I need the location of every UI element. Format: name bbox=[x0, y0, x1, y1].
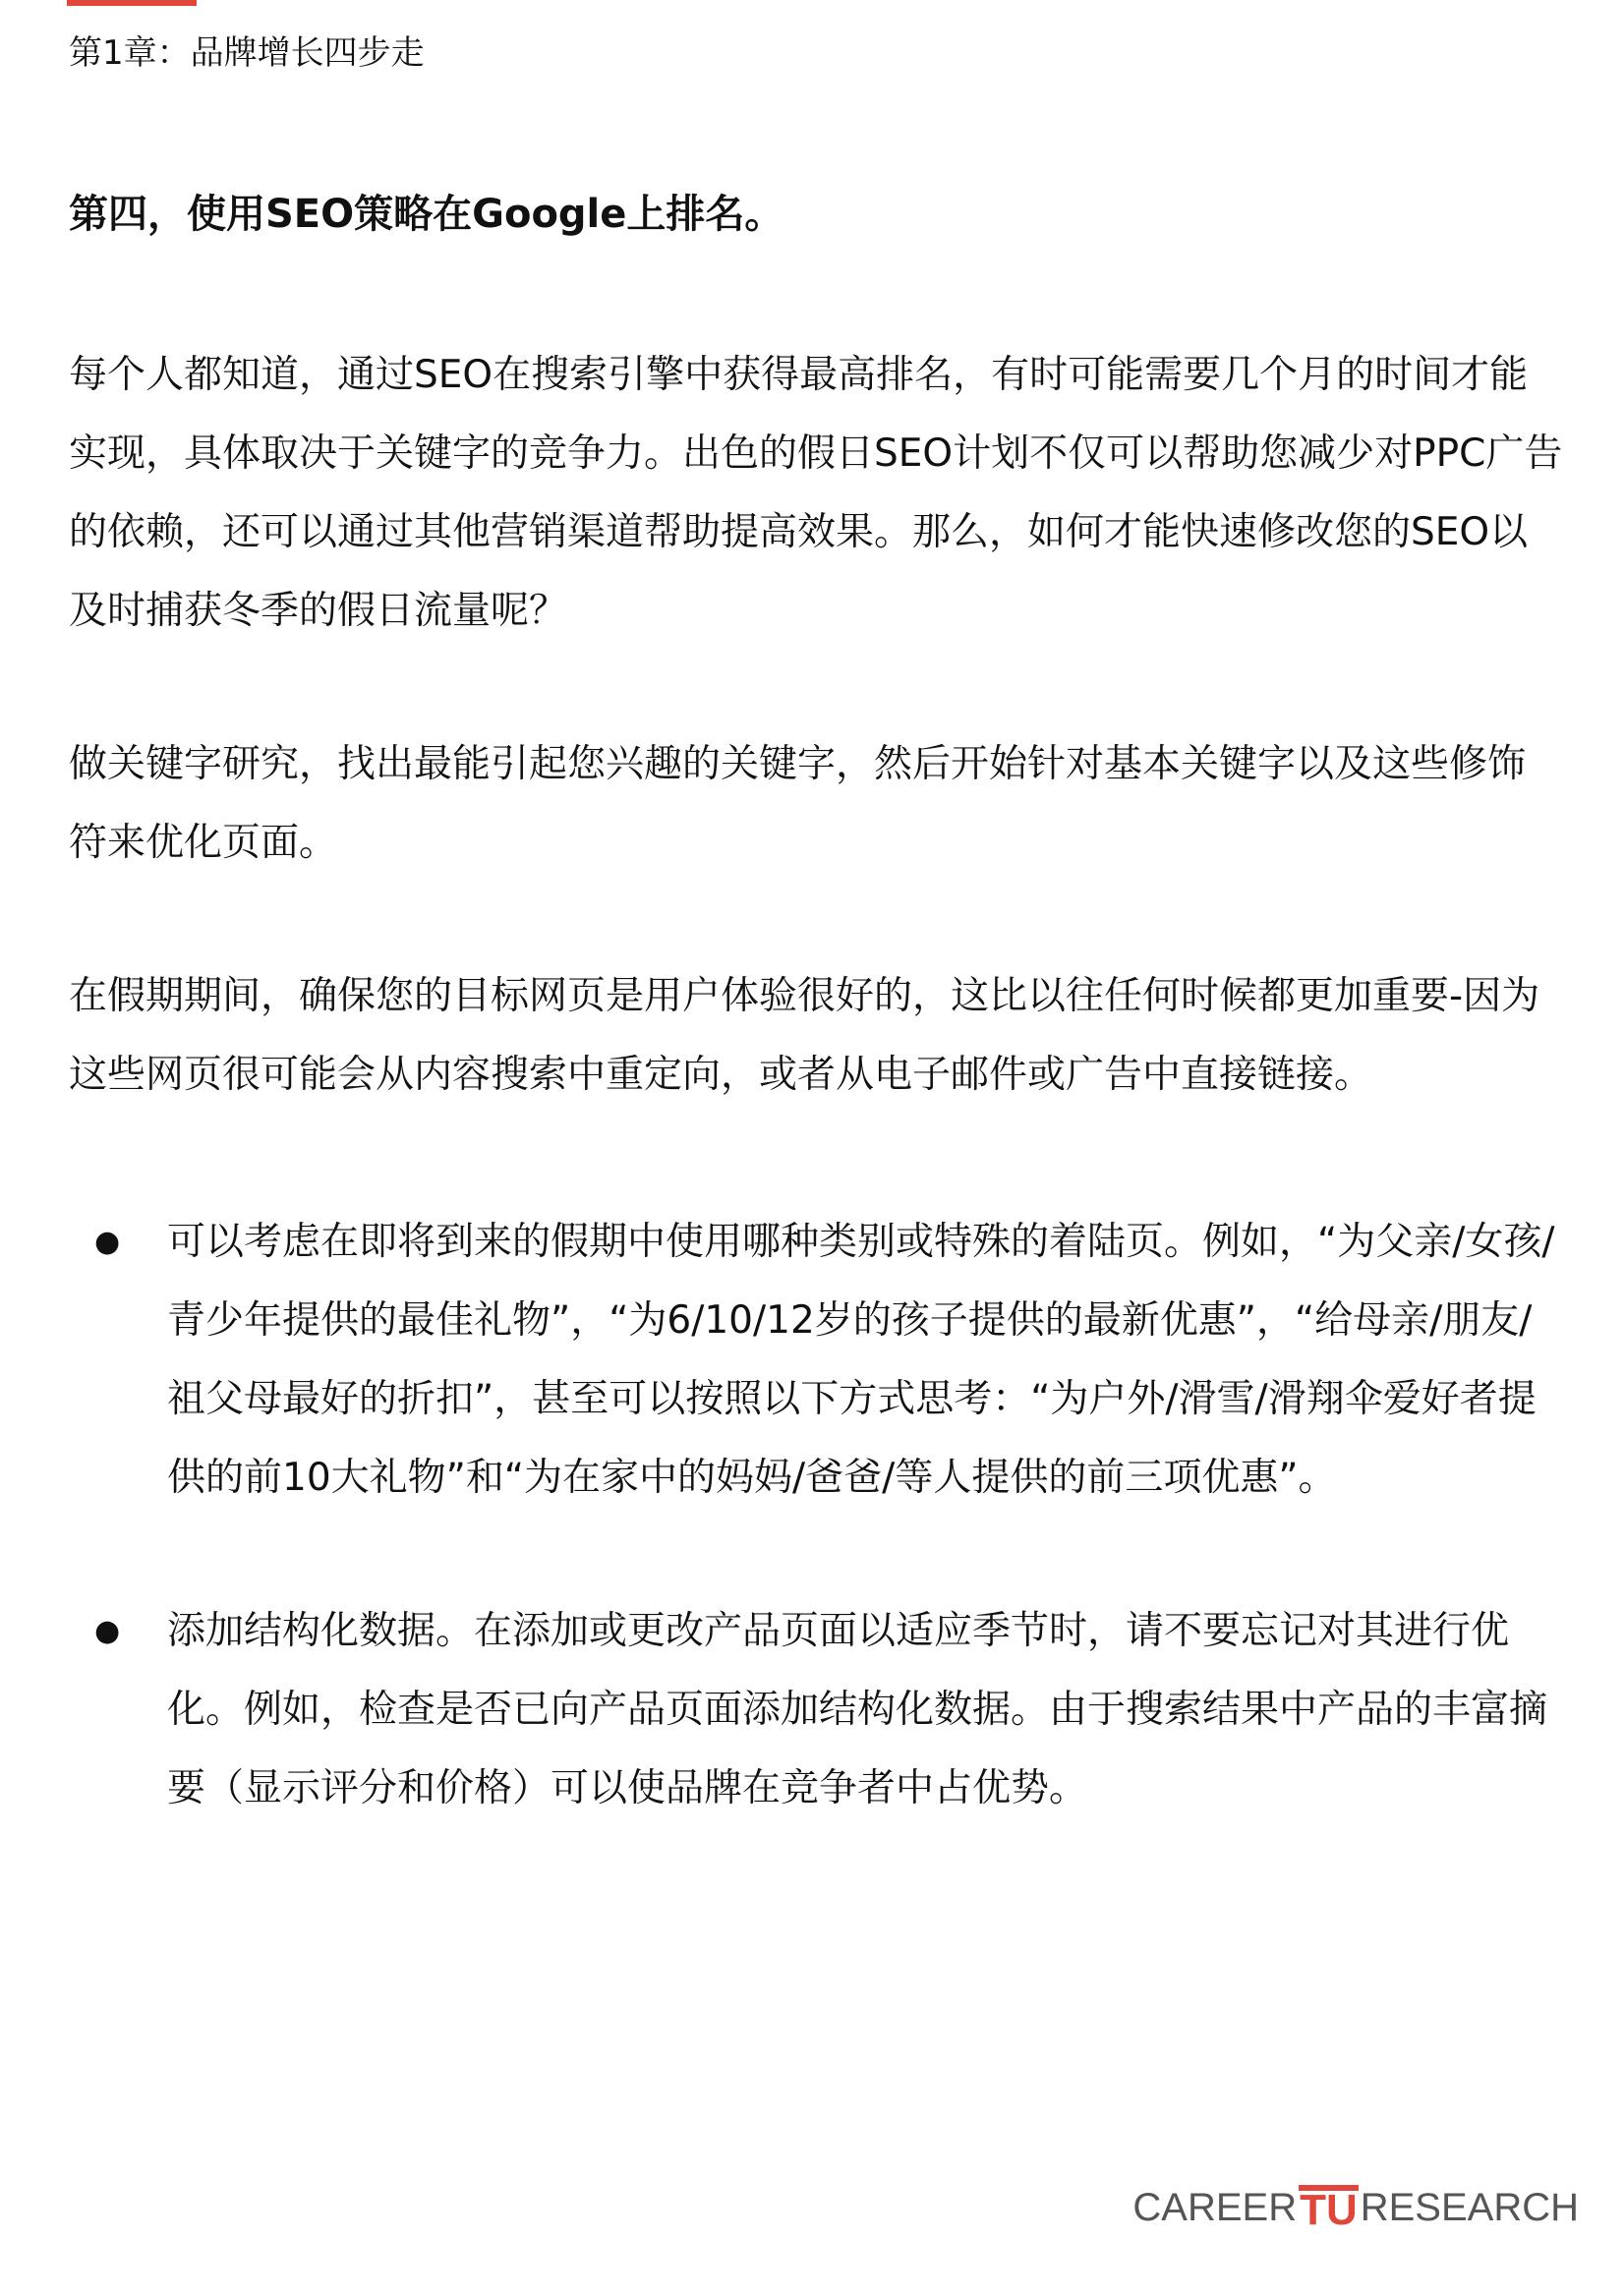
paragraph-1: 每个人都知道，通过SEO在搜索引擎中获得最高排名，有时可能需要几个月的时间才能实现，具体取决于关键字的竞争力。出色的假日SEO计划不仅可以帮助您减少对PPC广告的依赖，还可以通过其他营销渠道帮助提高效果。那么，如何才能快速修改您的SEO以及时捕获冬季的假日流量呢？ bbox=[69, 353, 1563, 633]
section-heading: 第四，使用SEO策略在Google上排名。 bbox=[69, 192, 784, 237]
bullet-list bbox=[69, 1203, 1563, 1828]
list-item bbox=[69, 1203, 1563, 1518]
bullet-text-1: 可以考虑在即将到来的假期中使用哪种类别或特殊的着陆页。例如，“为父亲/女孩/青少年提供的最佳礼物”，“为6/10/12岁的孩子提供的最新优惠”，“给母亲/朋友/祖父母最好的折扣”，甚至可以按照以下方式思考：“为户外/滑雪/滑翔伞爱好者提供的前10大礼物”和“为在家中的妈妈/爸爸/等人提供的前三项优惠”。 bbox=[167, 1220, 1555, 1500]
bullet-text-2: 添加结构化数据。在添加或更改产品页面以适应季节时，请不要忘记对其进行优化。例如，检查是否已向产品页面添加结构化数据。由于搜索结果中产品的丰富摘要（显示评分和价格）可以使品牌在竞争者中占优势。 bbox=[167, 1609, 1548, 1810]
logo-text-career: CAREER bbox=[1132, 2185, 1298, 2229]
bullet-dot-icon: ● bbox=[94, 1225, 121, 1259]
paragraph-3: 在假期期间，确保您的目标网页是用户体验很好的，这比以往任何时候都更加重要-因为这些网页很可能会从内容搜索中重定向，或者从电子邮件或广告中直接链接。 bbox=[69, 974, 1540, 1097]
bullet-dot-icon: ● bbox=[94, 1614, 121, 1648]
careertu-logo bbox=[1132, 2178, 1579, 2237]
running-header: 第1章：品牌增长四步走 bbox=[69, 33, 425, 73]
logo-mark-icon: TU bbox=[1300, 2186, 1358, 2234]
page-content bbox=[69, 187, 1563, 1903]
top-accent-bar bbox=[67, 0, 197, 6]
paragraph-2: 做关键字研究，找出最能引起您兴趣的关键字，然后开始针对基本关键字以及这些修饰符来优化页面。 bbox=[69, 742, 1527, 865]
list-item bbox=[69, 1592, 1563, 1828]
logo-text-research: RESEARCH bbox=[1360, 2185, 1579, 2229]
